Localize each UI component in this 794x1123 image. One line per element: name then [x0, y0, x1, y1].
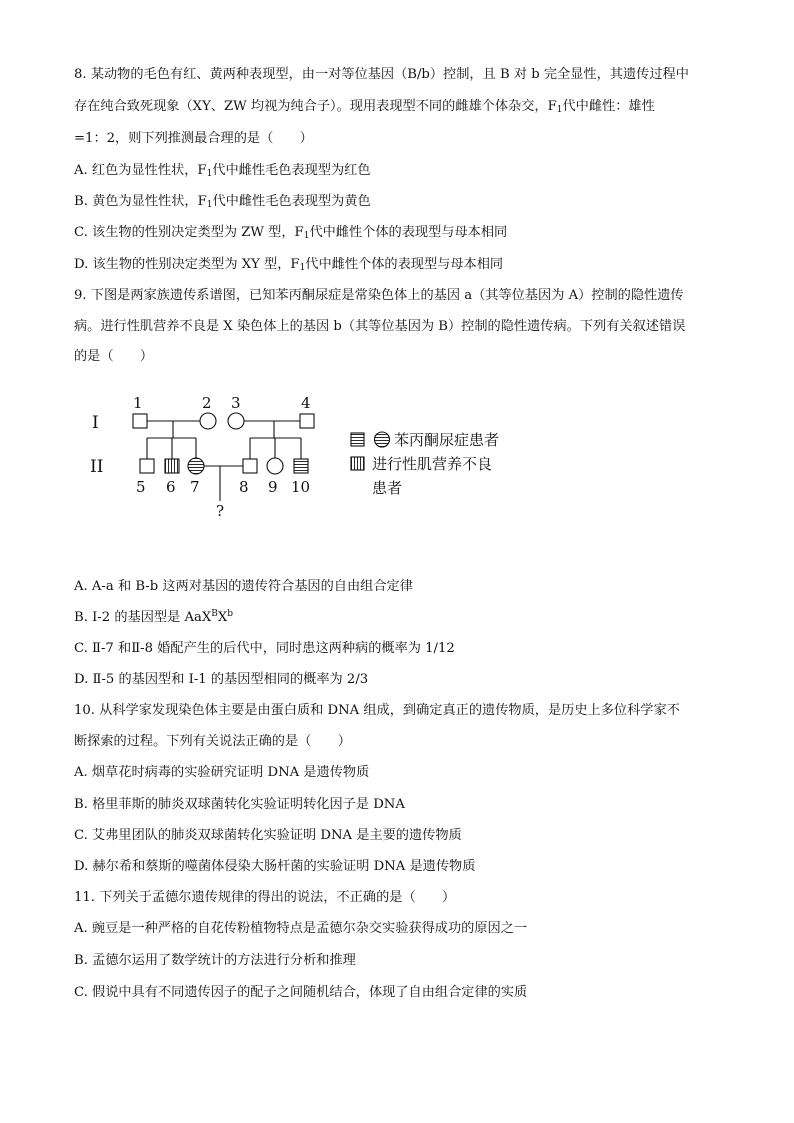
q10-stem-line2	[74, 732, 724, 752]
individual-number: 1	[133, 394, 143, 412]
q10-option-c	[74, 826, 724, 846]
q10-option-d	[74, 857, 724, 877]
q8-option-a-text: A. 红色为显性性状，F	[74, 163, 207, 178]
q8-option-a	[74, 161, 724, 181]
legend-muscular-dystrophy-label: 进行性肌营养不良	[372, 455, 493, 473]
male-unaffected-symbol	[140, 459, 154, 473]
subscript: 1	[303, 231, 310, 241]
q8-option-d	[74, 255, 724, 275]
q8-stem-text2: 存在纯合致死现象（XY、ZW 均视为纯合子）。现用表现型不同的雌雄个体杂交，F	[74, 99, 557, 114]
q9-stem-line2	[74, 317, 724, 337]
q8-option-d-text-end: 代中雌性个体的表现型与母本相同	[305, 257, 504, 272]
male-pku-symbol	[294, 459, 308, 473]
q10-option-c-text: C. 艾弗里团队的肺炎双球菌转化实验证明 DNA 是主要的遗传物质	[74, 828, 462, 843]
q9-option-a	[74, 577, 724, 597]
q9-stem-text1: 9. 下图是两家族遗传系谱图，已知苯丙酮尿症是常染色体上的基因 a（其等位基因为 A）控制的隐性遗传	[74, 288, 684, 303]
generation-label-2: II	[90, 457, 104, 477]
q9-stem-text3: 的是（ ）	[74, 349, 154, 364]
individual-number: 8	[239, 478, 249, 496]
q8-stem-text1: 8. 某动物的毛色有红、黄两种表现型，由一对等位基因（B/b）控制，且 B 对 b 完全显性，其遗传过程中	[74, 67, 689, 82]
individual-number: 9	[268, 478, 278, 496]
q9-stem-text2: 病。进行性肌营养不良是 X 染色体上的基因 b（其等位基因为 B）控制的隐性遗传病。下列有关叙述错误	[74, 319, 686, 334]
q8-option-a-text-end: 代中雌性毛色表现型为红色	[212, 163, 371, 178]
female-pku-symbol	[188, 458, 204, 474]
q8-stem-line2	[74, 97, 724, 117]
q9-option-c-text: C. Ⅱ-7 和Ⅱ-8 婚配产生的后代中，同时患这两种病的概率为 1/12	[74, 641, 455, 656]
q11-option-a-text: A. 豌豆是一种严格的自花传粉植物特点是孟德尔杂交实验获得成功的原因之一	[74, 921, 528, 936]
q9-option-c	[74, 639, 724, 659]
q8-option-d-text: D. 该生物的性别决定类型为 XY 型，F	[74, 257, 300, 272]
q9-option-d-text: D. Ⅱ-5 的基因型和 I-1 的基因型相同的概率为 2/3	[74, 672, 369, 687]
q9-option-b	[74, 608, 724, 628]
q9-option-b-text-mid: X	[217, 610, 228, 625]
q8-stem-text3: =1：2，则下列推测最合理的是（ ）	[74, 131, 313, 146]
q9-stem-line1	[74, 286, 724, 306]
individual-number: 10	[291, 478, 311, 496]
individual-number: 6	[166, 478, 176, 496]
q8-stem-line3	[74, 129, 724, 149]
subscript: 1	[556, 105, 563, 115]
legend-pku-label: 苯丙酮尿症患者	[394, 431, 500, 449]
subscript: 1	[299, 263, 306, 273]
q8-option-c	[74, 223, 724, 243]
q8-stem-line1	[74, 65, 724, 85]
q10-option-a	[74, 763, 724, 783]
subscript: 1	[206, 169, 213, 179]
q10-stem-text1: 10. 从科学家发现染色体主要是由蛋白质和 DNA 组成，到确定真正的遗传物质，是历史上多位科学家不	[74, 703, 680, 718]
male-unaffected-symbol	[243, 459, 257, 473]
female-unaffected-symbol	[228, 413, 244, 429]
individual-number: 2	[202, 394, 212, 412]
q8-option-b-text-end: 代中雌性毛色表现型为黄色	[212, 194, 371, 209]
female-unaffected-symbol	[200, 413, 216, 429]
q10-option-b-text: B. 格里菲斯的肺炎双球菌转化实验证明转化因子是 DNA	[74, 797, 405, 812]
q10-option-b	[74, 795, 724, 815]
pedigree-diagram	[80, 388, 540, 528]
legend-muscular-dystrophy-label-cont: 患者	[372, 479, 403, 497]
q11-option-c-text: C. 假说中具有不同遗传因子的配子之间随机结合，体现了自由组合定律的实质	[74, 985, 528, 1000]
subscript: 1	[206, 200, 213, 210]
individual-number: 3	[231, 394, 241, 412]
q11-stem-text1: 11. 下列关于孟德尔遗传规律的得出的说法，不正确的是（ ）	[74, 890, 456, 905]
q10-option-a-text: A. 烟草花时病毒的实验研究证明 DNA 是遗传物质	[74, 765, 370, 780]
superscript: b	[227, 609, 234, 619]
q11-option-a	[74, 919, 724, 939]
q8-option-c-text: C. 该生物的性别决定类型为 ZW 型，F	[74, 225, 304, 240]
individual-number: 4	[301, 394, 311, 412]
generation-label-1: I	[92, 413, 99, 433]
individual-number: 5	[136, 478, 146, 496]
q8-option-b	[74, 192, 724, 212]
legend-male-pku-symbol	[351, 433, 364, 446]
legend-muscular-dystrophy-symbol	[351, 457, 364, 470]
q10-stem-line1	[74, 701, 724, 721]
unknown-offspring: ?	[216, 502, 225, 520]
q8-stem-text2-end: 代中雌性：雄性	[562, 99, 655, 114]
individual-number: 7	[190, 478, 200, 496]
q9-option-d	[74, 670, 724, 690]
q11-option-c	[74, 983, 724, 1003]
q11-stem-line1	[74, 888, 724, 908]
legend-female-pku-symbol	[375, 432, 390, 447]
q9-option-a-text: A. A-a 和 B-b 这两对基因的遗传符合基因的自由组合定律	[74, 579, 413, 594]
q8-option-b-text: B. 黄色为显性性状，F	[74, 194, 207, 209]
q11-option-b-text: B. 孟德尔运用了数学统计的方法进行分析和推理	[74, 953, 356, 968]
q9-option-b-text: B. I-2 的基因型是 AaX	[74, 610, 212, 625]
q9-stem-line3	[74, 347, 724, 367]
q10-stem-text2: 断探索的过程。下列有关说法正确的是（ ）	[74, 734, 351, 749]
female-unaffected-symbol	[267, 458, 283, 474]
q11-option-b	[74, 951, 724, 971]
male-unaffected-symbol	[300, 414, 314, 428]
q10-option-d-text: D. 赫尔希和蔡斯的噬菌体侵染大肠杆菌的实验证明 DNA 是遗传物质	[74, 859, 476, 874]
male-muscular-dystrophy-symbol	[165, 459, 179, 473]
superscript: B	[211, 609, 218, 619]
q8-option-c-text-end: 代中雌性个体的表现型与母本相同	[309, 225, 508, 240]
male-unaffected-symbol	[133, 414, 147, 428]
